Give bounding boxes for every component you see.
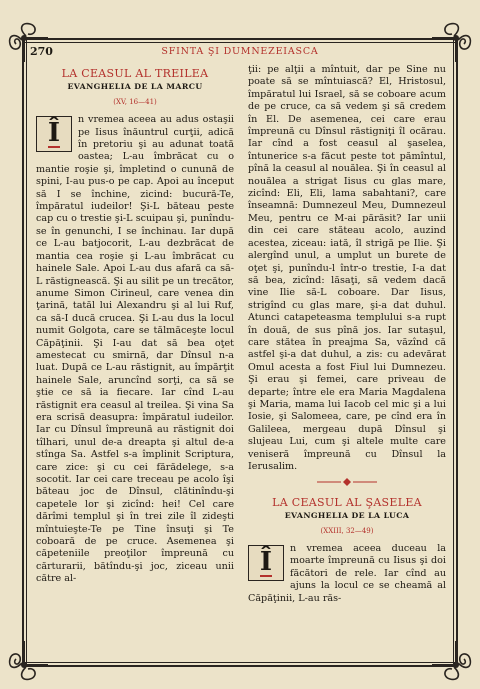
drop-cap: Î xyxy=(248,545,284,581)
divider-ornament-icon xyxy=(317,478,377,486)
scripture-reference: (XXIII, 32—49) xyxy=(320,526,374,535)
text-columns xyxy=(36,64,446,659)
drop-cap: Î xyxy=(36,116,72,152)
body-paragraph: ţii: pe alţii a mîntuit, dar pe Sine nu poate să se mîntuiască? El, Hristosul, împăratul lui Israel, să se coboare acum de pe cruce, ca să vedem şi să credem în El. De asemenea, cei care erau împreună cu Dînsul răstigniţi îl ocărau. Iar cînd a fost ceasul al şaselea, întunerice s-a făcut peste tot pămîntul, pînă la ceasul al nouălea. Şi în ceasul al nouălea a strigat Iisus cu glas mare, zicînd: Eli, Eli, lama sabahtani?, care înseamnă: Dumnezeul Meu, Dumnezeul Meu, pentru ce M-ai părăsit? Iar unii din cei care stăteau acolo, auzind acestea, ziceau: iată, îl strigă pe Ilie. Şi alergînd unul, a umplut un burete de oţet şi, punîndu-l într-o trestie, I-a dat să bea, zicînd: lăsaţi, să vedem dacă vine Ilie să-L coboare. Dar Iisus, strigînd cu glas mare, şi-a dat duhul. Atunci catapeteasma templului s-a rupt în două, de sus pînă jos. Iar sutaşul, care stătea în preajma Sa, văzînd că astfel şi-a dat duhul, a zis: cu adevărat Omul acesta a fost Fiul lui Dumnezeu. Şi erau şi femei, care priveau de departe; între ele era Maria Magdalena şi Maria, mama lui Iacob cel mic şi a lui Iosie, şi Salomeea, care, pe cînd era în Galileea, mergeau după Dînsul şi slujeau Lui, cum şi altele multe care veniseră împreună cu Dînsul la Ierusalim. xyxy=(248,64,446,472)
scripture-reference: (XV, 16—41) xyxy=(113,97,157,106)
section-title: LA CEASUL AL TREILEA xyxy=(61,67,209,80)
section-title: LA CEASUL AL ŞASELEA xyxy=(272,495,422,509)
frame-border-top xyxy=(22,38,458,40)
left-column xyxy=(36,64,234,659)
frame-border-right-inner xyxy=(453,38,454,667)
frame-border-bottom xyxy=(22,665,458,667)
body-paragraph: Î n vremea aceea au adus ostaşii pe Iisus înăuntrul curţii, adică în pretoriu şi au adunat toată oastea; L-au îmbrăcat cu o mantie roşie şi, împletind o cunună de spini, I-au pus-o pe cap. Apoi au început să I se închine, zicind: bucură-Te, împăratul iudeilor! Şi-L băteau peste cap cu o trestie şi-L scuipau şi, punîndu-se în genunchi, I se închinau. Iar după ce L-au batjocorit, L-au dezbrăcat de mantia cea roşie şi L-au îmbrăcat cu hainele Sale. Apoi L-au dus afară ca să-L răstignească. Şi au silit pe un trecător, anume Simon Cirineul, care venea din ţarină, tatăl lui Alexandru şi al lui Ruf, ca să-I ducă crucea. Şi L-au dus la locul numit Golgota, care se tălmăceşte locul Căpăţinii. Şi I-au dat să bea oţet amestecat cu smirnă, dar Dînsul n-a luat. După ce L-au răstignit, au împărţit hainele Sale, aruncînd sorţi, ca să se ştie ce să ia fiecare. Iar cînd L-au răstignit era ceasul al treilea. Şi vina Sa era scrisă deasupra: împăratul iudeilor. Iar cu Dînsul împreună au răstignit doi tîlhari, unul de-a dreapta şi altul de-a stînga Sa. Astfel s-a împlinit Scriptura, care zice: şi cu cei fărădelege, s-a socotit. Iar cei care treceau pe acolo îşi băteau joc de Dînsul, clătinîndu-şi capetele lor şi zicînd: hei! Cel care dărîmi templul şi în trei zile îl zideşti mîntuieşte-Te pe Tine însuţi şi Te coboară de pe cruce. Asemenea şi căpeteniile preoţilor împreună cu cărturarii, bătîndu-şi joc, ziceau unii către al- xyxy=(36,114,234,585)
frame-border-right xyxy=(456,38,458,667)
running-title: SFINTA ŞI DUMNEZEIASCA xyxy=(161,45,319,57)
right-column xyxy=(248,64,446,659)
body-paragraph: Î n vremea aceea duceau la moarte împreună cu Iisus şi doi făcători de rele. Iar cînd au ajuns la locul ce se cheamă al Căpăţinii, L-au răs- xyxy=(248,543,446,604)
page-header xyxy=(30,43,450,59)
section-subtitle: EVANGHELIA DE LA MARCU xyxy=(67,82,203,92)
frame-border-bottom-inner xyxy=(22,662,458,663)
section-divider xyxy=(248,478,446,490)
page-number: 270 xyxy=(30,44,53,58)
section-subtitle: EVANGHELIA DE LA LUCA xyxy=(284,511,410,521)
frame-border-left-inner xyxy=(26,38,27,667)
frame-border-left xyxy=(22,38,24,667)
